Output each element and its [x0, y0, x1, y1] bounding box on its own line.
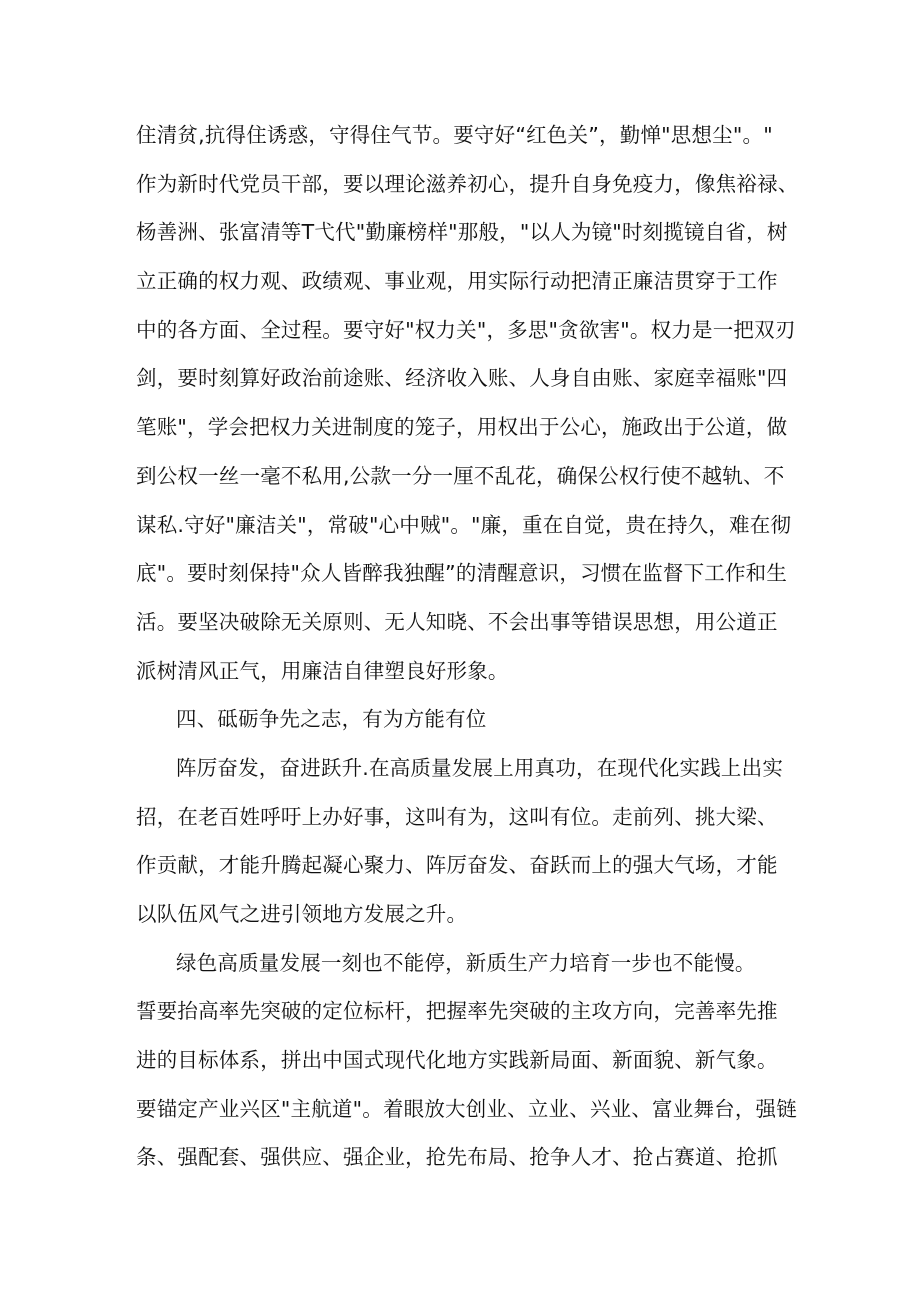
text-line: 要锚定产业兴区"主航道"。着眼放大创业、立业、兴业、富业舞台，强链 [136, 1096, 797, 1121]
text-line: 作为新时代党员干部，要以理论滋养初心，提升自身免疫力，像焦裕禄、 [136, 171, 799, 196]
text-line: 作贡献，才能升腾起凝心聚力、阵厉奋发、奋跃而上的强大气场，才能 [136, 853, 778, 878]
text-line: 活。要坚决破除无关原则、无人知晓、不会出事等错误思想，用公道正 [136, 609, 778, 634]
text-line: 绿色高质量发展一刻也不能停，新质生产力培育一步也不能慢。 [176, 950, 756, 975]
text-line: 阵厉奋发，奋进跃升.在高质量发展上用真功，在现代化实践上出实 [176, 755, 784, 780]
text-line: 条、强配套、强供应、强企业，抢先布局、抢争人才、抢占赛道、抢抓 [136, 1145, 778, 1170]
text-line: 住清贫,抗得住诱惑，守得住气节。要守好“红色关”，勤惮"思想尘"。" [136, 123, 773, 147]
text-line: 杨善洲、张富清等T弋代"勤廉榜样"那般，"以人为镜"时刻揽镜自省，树 [136, 220, 788, 245]
text-line: 底"。要时刻保持"众人皆醉我独醒”的清醒意识，习惯在监督下工作和生 [136, 561, 788, 586]
text-line: 以队伍风气之进引领地方发展之升。 [136, 902, 468, 926]
text-line: 进的目标体系，拼出中国式现代化地方实践新局面、新面貌、新气象。 [136, 1048, 778, 1073]
text-line: 笔账"，学会把权力关进制度的笼子，用权出于公心，施政出于公道，做 [136, 415, 788, 440]
text-line: 招，在老百姓呼吁上办好事，这叫有为，这叫有位。走前列、挑大梁、 [136, 804, 778, 829]
text-line: 立正确的权力观、政绩观、事业观，用实际行动把清正廉洁贯穿于工作 [136, 269, 778, 294]
text-line: 中的各方面、全过程。要守好"权力关"，多思"贪欲害"。权力是一把双刃 [136, 317, 796, 342]
text-line: 剑，要时刻算好政治前途账、经济收入账、人身自由账、家庭幸福账"四 [136, 366, 788, 391]
document-body [136, 111, 799, 1182]
text-line: 誓要抬高率先突破的定位标杆，把握率先突破的主攻方向，完善率先推 [136, 999, 778, 1024]
text-line: 派树清风正气，用廉洁自律塑良好形象。 [136, 658, 509, 683]
section-heading: 四、砥砺争先之志，有为方能有位 [176, 707, 487, 732]
text-line: 谋私.守好"廉洁关"，常破"心中贼"。"廉，重在自觉，贵在持久，难在彻 [136, 512, 792, 537]
text-line: 到公权一丝一毫不私用,公款一分一厘不乱花，确保公权行使不越轨、不 [136, 463, 785, 488]
